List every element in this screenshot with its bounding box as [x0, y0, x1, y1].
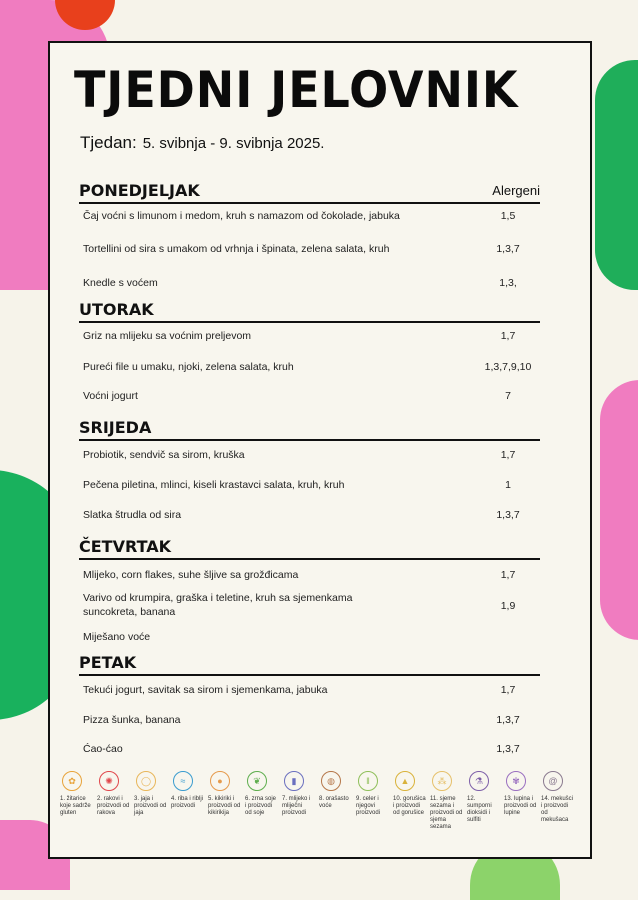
allergen-item [134, 771, 168, 817]
allergen-label: 3. jaja i proizvodi od jaja [134, 796, 167, 816]
meal-text: Čaj voćni s limunom i medom, kruh s namazom od čokolade, jabuka [83, 210, 400, 222]
fish-icon: ≈ [173, 771, 193, 791]
mustard-icon: ▲ [395, 771, 415, 791]
decor-green-blob-right [595, 60, 638, 290]
allergen-label: 2. rakovi i proizvodi od rakova [97, 796, 130, 816]
day-title-thursday: ČETVRTAK [79, 537, 540, 560]
allergen-label: 13. lupina i proizvodi od lupine [504, 796, 537, 816]
meal-text: Mlijeko, corn flakes, suhe šljive sa grožđicama [83, 569, 299, 581]
allergen-label: 8. orašasto voće [319, 796, 349, 809]
milk-icon: ▮ [284, 771, 304, 791]
meal-text: Pizza šunka, banana [83, 714, 181, 726]
meal-row [83, 242, 538, 256]
meal-row [83, 630, 538, 644]
allergen-label: 11. sjeme sezama i proizvodi od sjema sezama [430, 796, 463, 830]
meal-text: Ćao-ćao [83, 743, 123, 755]
meal-allergens: 1,3,7 [496, 714, 520, 726]
meal-allergens: 1,3,7 [496, 243, 520, 255]
allergen-item [282, 771, 316, 817]
week-label: Tjedan: [80, 133, 137, 152]
meal-allergens: 1,3,7 [496, 509, 520, 521]
meal-row [83, 448, 538, 462]
menu-page [48, 41, 592, 859]
day-title-monday: PONEDJELJAK [79, 181, 540, 204]
meal-allergens: 1,3,7 [496, 743, 520, 755]
meal-text: Knedle s voćem [83, 277, 158, 289]
allergen-item [430, 771, 464, 831]
meal-row [83, 508, 538, 522]
allergen-label: 14. mekušci i proizvodi od mekušaca [541, 796, 574, 823]
allergen-item [504, 771, 538, 817]
allergen-label: 4. riba i riblji proizvodi [171, 796, 204, 809]
allergen-item [541, 771, 575, 824]
meal-text: Slatka štrudla od sira [83, 509, 182, 521]
day-title-wednesday: SRIJEDA [79, 418, 540, 441]
allergen-label: 5. kikiriki i proizvodi od kikirikija [208, 796, 241, 816]
peanut-icon: ● [210, 771, 230, 791]
sesame-icon: ⁂ [432, 771, 452, 791]
meal-allergens: 1,3,7,9,10 [484, 361, 532, 373]
meal-row [83, 742, 538, 756]
allergen-item [60, 771, 94, 817]
meal-allergens: 1,7 [500, 569, 516, 581]
allergen-label: 9. celer i njegovi proizvodi [356, 796, 381, 816]
meal-row [83, 276, 538, 290]
day-title-friday: PETAK [79, 653, 540, 676]
meal-row [83, 683, 538, 697]
page-title: TJEDNI JELOVNIK [74, 61, 519, 119]
lupin-icon: ✾ [506, 771, 526, 791]
sulfite-icon: ⚗ [469, 771, 489, 791]
meal-allergens: 7 [505, 390, 511, 402]
allergen-item [319, 771, 353, 810]
meal-allergens: 1,9 [500, 600, 516, 612]
allergen-label: 6. zrna soje i proizvodi od soje [245, 796, 277, 816]
allergen-item [97, 771, 131, 817]
allergens-header: Alergeni [492, 183, 540, 198]
meal-text: Probiotik, sendvič sa sirom, kruška [83, 449, 245, 461]
meal-row [83, 591, 538, 619]
mollusc-icon: @ [543, 771, 563, 791]
decor-pink-blob-right [600, 380, 638, 640]
meal-text: Voćni jogurt [83, 390, 138, 402]
allergen-label: 7. mlijeko i mliječni proizvodi [282, 796, 311, 816]
soy-icon: ❦ [247, 771, 267, 791]
meal-text: Pureći file u umaku, njoki, zelena salata, kruh [83, 361, 294, 373]
allergen-item [467, 771, 501, 824]
meal-text: Griz na mlijeku sa voćnim preljevom [83, 330, 252, 342]
allergen-item [245, 771, 279, 817]
meal-allergens: 1,3, [499, 277, 517, 289]
meal-allergens: 1 [505, 479, 511, 491]
week-range [80, 133, 324, 153]
allergen-label: 1. žitarice koje sadrže gluten [60, 796, 91, 816]
allergen-label: 12. sumporni dioksidi i sulfiti [467, 796, 492, 823]
meal-row [83, 713, 538, 727]
allergen-item [356, 771, 390, 817]
wheat-icon: ✿ [62, 771, 82, 791]
meal-text: Varivo od krumpira, graška i teletine, kruh sa sjemenkama suncokreta, banana [83, 592, 353, 618]
meal-allergens: 1,7 [500, 449, 516, 461]
meal-text: Tekući jogurt, savitak sa sirom i sjemenkama, jabuka [83, 684, 328, 696]
allergen-item [208, 771, 242, 817]
meal-row [83, 329, 538, 343]
meal-allergens: 1,7 [500, 330, 516, 342]
allergen-label: 10. gorušica i proizvodi od gorušice [393, 796, 426, 816]
meal-allergens: 1,7 [500, 684, 516, 696]
allergen-item [393, 771, 427, 817]
meal-row [83, 209, 538, 223]
allergen-item [171, 771, 205, 810]
meal-text: Tortellini od sira s umakom od vrhnja i špinata, zelena salata, kruh [83, 243, 390, 255]
celery-icon: ǁ [358, 771, 378, 791]
meal-row [83, 360, 538, 374]
day-title-tuesday: UTORAK [79, 300, 540, 323]
meal-row [83, 568, 538, 582]
meal-text: Miješano voće [83, 631, 151, 643]
meal-allergens: 1,5 [500, 210, 516, 222]
meal-text: Pečena piletina, mlinci, kiseli krastavci salata, kruh, kruh [83, 479, 345, 491]
nut-icon: ◍ [321, 771, 341, 791]
crab-icon: ✺ [99, 771, 119, 791]
meal-row [83, 478, 538, 492]
week-dates: 5. svibnja - 9. svibnja 2025. [142, 135, 325, 152]
egg-icon: ◯ [136, 771, 156, 791]
meal-row [83, 389, 538, 403]
